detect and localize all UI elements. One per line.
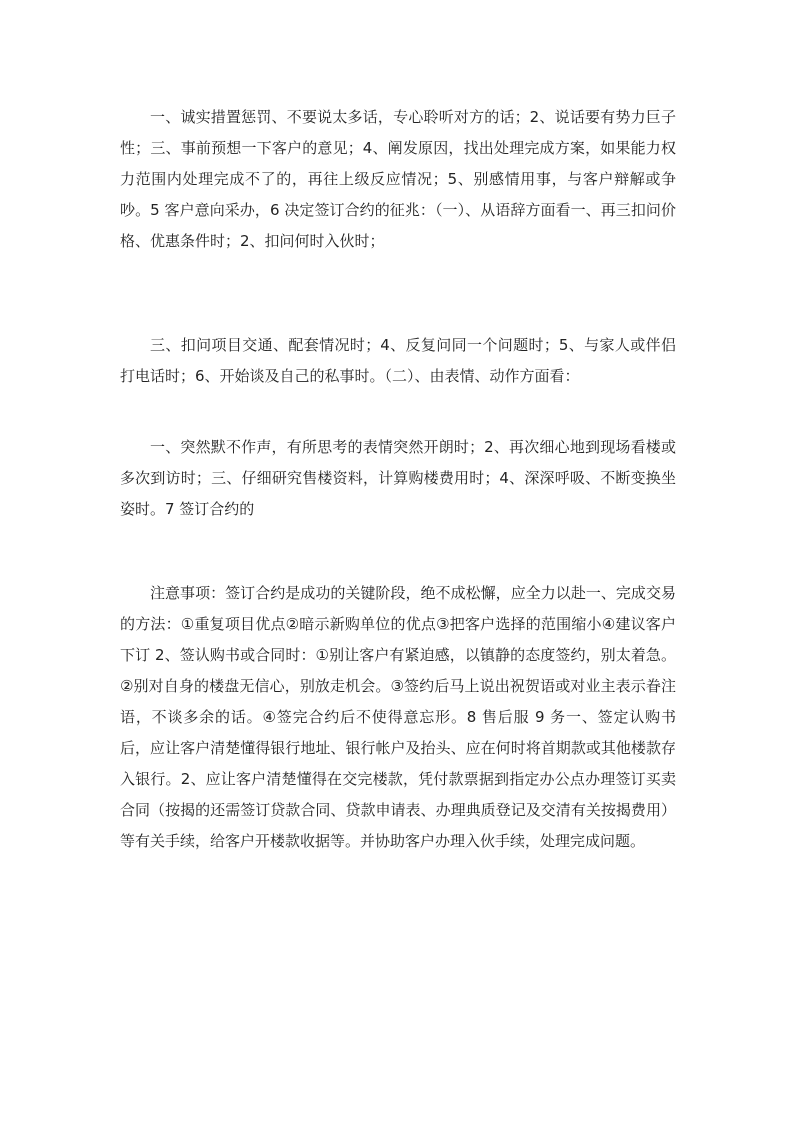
paragraph-1: 一、诚实措置惩罚、不要说太多话，专心聆听对方的话；2、说话要有势力巨子性；三、事前预想一下客户的意见；4、阐发原因，找出处理完成方案，如果能力权力范围内处理完成不了的，再往上级反应情况；5、别感情用事，与客户辩解或争吵。5 客户意向采办，6 决定签订合约的征兆：（一）、从语辞方面看一、再三扣问价格、优惠条件时；2、扣问何时入伙时；: [120, 108, 676, 250]
paragraph-3: 一、突然默不作声，有所思考的表情突然开朗时；2、再次细心地到现场看楼或多次到访时；三、仔细研究售楼资料，计算购楼费用时；4、深深呼吸、不断变换坐姿时。7 签订合约的: [120, 438, 676, 518]
paragraph-4: 注意事项：签订合约是成功的关键阶段，绝不成松懈，应全力以赴一、完成交易的方法：①重复项目优点②暗示新购单位的优点③把客户选择的范围缩小④建议客户下订 2、签认购书或合同时：①别让客户有紧迫感，以镇静的态度签约，别太着急。②别对自身的楼盘无信心，别放走机会。③签约后马上说出祝贺语或对业主表示眷注语，不谈多余的话。④签完合约后不使得意忘形。8 售后服 9 务一、签定认购书后，应让客户清楚懂得银行地址、银行帐户及抬头、应在何时将首期款或其他楼款存入银行。2、应让客户清楚懂得在交完楼款，凭付款票据到指定办公点办理签订买卖合同（按揭的还需签订贷款合同、贷款申请表、办理典质登记及交清有关按揭费用）等有关手续，给客户开楼款收据等。并协助客户办理入伙手续，处理完成问题。: [120, 584, 676, 850]
paragraph-2: 三、扣问项目交通、配套情况时；4、反复问同一个问题时；5、与家人或伴侣打电话时；6、开始谈及自己的私事时。（二）、由表情、动作方面看：: [120, 336, 676, 385]
